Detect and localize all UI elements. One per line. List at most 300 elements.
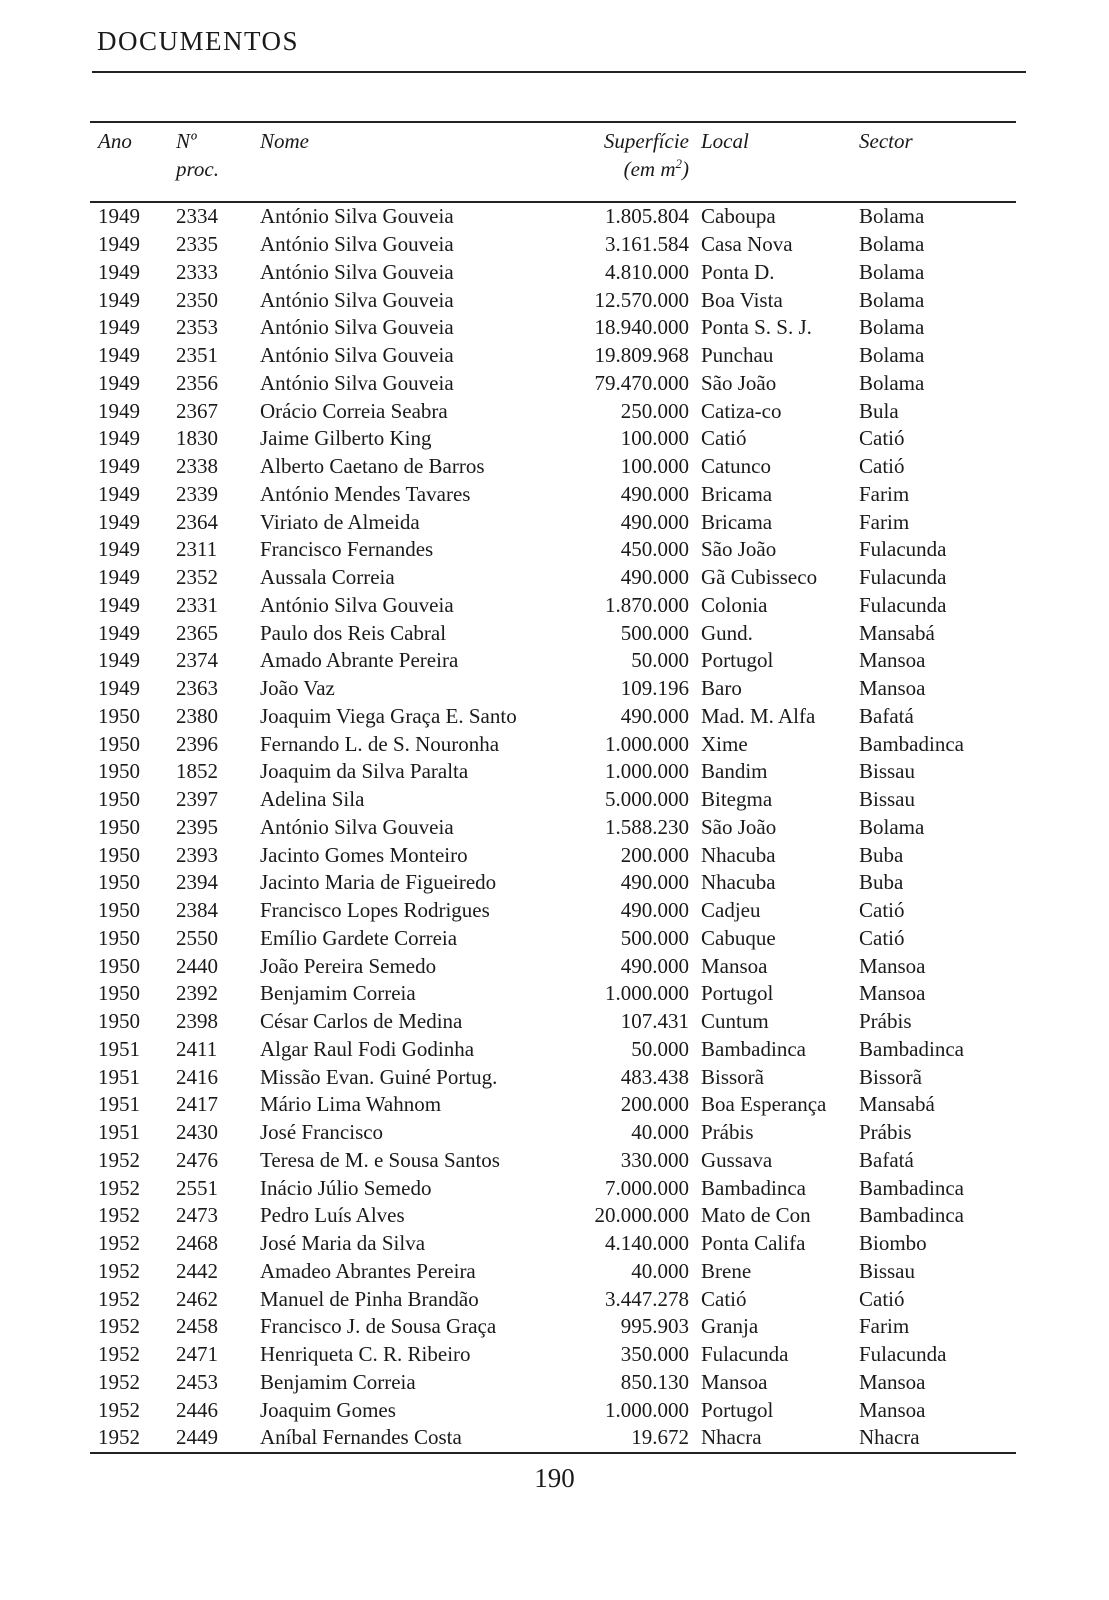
cell-ano: 1949 [98, 232, 140, 257]
cell-sector: Catió [859, 454, 905, 479]
cell-local: Gã Cubisseco [701, 565, 818, 590]
cell-sector: Catió [859, 426, 905, 451]
land-concessions-table-wrapper [90, 121, 1016, 1454]
col-header-local: Local [701, 129, 749, 153]
cell-nome: António Silva Gouveia [260, 343, 454, 368]
cell-local: Catió [701, 426, 747, 451]
cell-ano: 1952 [98, 1175, 140, 1200]
cell-ano: 1949 [98, 315, 140, 340]
table-row [90, 814, 1016, 842]
cell-local: Bissorã [701, 1064, 764, 1089]
cell-sector: Bissau [859, 787, 916, 812]
header-rule [92, 71, 1026, 73]
cell-sector: Mansoa [859, 981, 926, 1006]
cell-proc: 2367 [176, 398, 218, 423]
cell-proc: 2353 [176, 315, 218, 340]
cell-superficie: 500.000 [620, 620, 689, 645]
table-row [90, 1091, 1016, 1119]
cell-ano: 1950 [98, 703, 140, 728]
cell-sector: Fulacunda [859, 592, 947, 617]
cell-local: Catiza-co [701, 398, 782, 423]
table-row [90, 1313, 1016, 1341]
table-row [90, 453, 1016, 481]
table-row [90, 508, 1016, 536]
cell-local: Mansoa [701, 953, 768, 978]
col-header-superficie [576, 122, 701, 202]
cell-ano: 1950 [98, 870, 140, 895]
cell-superficie: 18.940.000 [594, 315, 689, 340]
table-row [90, 841, 1016, 869]
cell-local: Brene [701, 1258, 752, 1283]
cell-ano: 1949 [98, 287, 140, 312]
cell-ano: 1951 [98, 1036, 140, 1061]
cell-sector: Farim [859, 481, 910, 506]
table-row [90, 1424, 1016, 1453]
cell-ano: 1949 [98, 204, 140, 229]
col-header-superficie-exponent: 2 [675, 156, 682, 171]
cell-ano: 1952 [98, 1203, 140, 1228]
cell-local: Ponta D. [701, 259, 775, 284]
cell-nome: Joaquim Viega Graça E. Santo [260, 703, 517, 728]
cell-nome: António Mendes Tavares [260, 481, 471, 506]
cell-local: Nhacra [701, 1425, 762, 1450]
cell-proc: 2462 [176, 1286, 218, 1311]
cell-proc: 2333 [176, 259, 218, 284]
cell-sector: Nhacra [859, 1425, 920, 1450]
cell-local: Granja [701, 1314, 759, 1339]
cell-superficie: 107.431 [620, 1009, 689, 1034]
cell-sector: Bolama [859, 370, 925, 395]
cell-proc: 2476 [176, 1147, 218, 1172]
col-header-superficie-unit: (em m [623, 157, 676, 181]
cell-sector: Bolama [859, 287, 925, 312]
cell-nome: António Silva Gouveia [260, 287, 454, 312]
cell-sector: Bafatá [859, 1147, 914, 1172]
table-row [90, 564, 1016, 592]
cell-proc: 2395 [176, 814, 218, 839]
cell-nome: Viriato de Almeida [260, 509, 420, 534]
table-row [90, 536, 1016, 564]
table-row [90, 1202, 1016, 1230]
cell-nome: Emílio Gardete Correia [260, 925, 458, 950]
cell-nome: António Silva Gouveia [260, 232, 454, 257]
cell-ano: 1952 [98, 1231, 140, 1256]
cell-nome: Missão Evan. Guiné Portug. [260, 1064, 498, 1089]
cell-ano: 1950 [98, 1009, 140, 1034]
cell-nome: António Silva Gouveia [260, 204, 454, 229]
cell-superficie: 250.000 [620, 398, 689, 423]
cell-local: Ponta S. S. J. [701, 315, 812, 340]
cell-sector: Biombo [859, 1231, 927, 1256]
cell-proc: 2449 [176, 1425, 218, 1450]
cell-proc: 2331 [176, 592, 218, 617]
cell-sector: Mansoa [859, 1369, 926, 1394]
cell-local: Mad. M. Alfa [701, 703, 816, 728]
cell-ano: 1949 [98, 343, 140, 368]
cell-superficie: 12.570.000 [594, 287, 689, 312]
col-header-superficie-close: ) [682, 157, 689, 181]
cell-superficie: 1.805.804 [605, 204, 689, 229]
cell-superficie: 50.000 [631, 1036, 689, 1061]
table-row [90, 1230, 1016, 1258]
cell-proc: 2398 [176, 1009, 218, 1034]
cell-proc: 2442 [176, 1258, 218, 1283]
cell-proc: 2380 [176, 703, 218, 728]
cell-ano: 1950 [98, 981, 140, 1006]
cell-ano: 1952 [98, 1147, 140, 1172]
cell-ano: 1952 [98, 1286, 140, 1311]
cell-local: Baro [701, 676, 742, 701]
cell-proc: 2394 [176, 870, 218, 895]
cell-nome: Benjamim Correia [260, 1369, 416, 1394]
cell-superficie: 1.000.000 [605, 981, 689, 1006]
cell-sector: Mansoa [859, 1397, 926, 1422]
cell-local: Boa Vista [701, 287, 783, 312]
cell-proc: 2416 [176, 1064, 218, 1089]
cell-nome: Jacinto Gomes Monteiro [260, 842, 468, 867]
cell-nome: Teresa de M. e Sousa Santos [260, 1147, 500, 1172]
cell-proc: 2411 [176, 1036, 218, 1061]
cell-proc: 2440 [176, 953, 218, 978]
cell-ano: 1949 [98, 481, 140, 506]
cell-local: Bambadinca [701, 1036, 806, 1061]
land-concessions-table [90, 121, 1016, 1454]
cell-proc: 2338 [176, 454, 218, 479]
cell-nome: Jacinto Maria de Figueiredo [260, 870, 497, 895]
cell-ano: 1949 [98, 537, 140, 562]
cell-ano: 1952 [98, 1258, 140, 1283]
cell-proc: 2392 [176, 981, 218, 1006]
table-row [90, 925, 1016, 953]
cell-local: Catió [701, 1286, 747, 1311]
cell-superficie: 500.000 [620, 925, 689, 950]
table-row [90, 1119, 1016, 1147]
cell-sector: Bolama [859, 315, 925, 340]
table-row [90, 869, 1016, 897]
cell-sector: Bissau [859, 1258, 916, 1283]
table-row [90, 202, 1016, 231]
cell-local: Prábis [701, 1120, 754, 1145]
table-row [90, 1258, 1016, 1286]
cell-sector: Prábis [859, 1009, 912, 1034]
cell-superficie: 1.000.000 [605, 1397, 689, 1422]
cell-proc: 2397 [176, 787, 218, 812]
cell-nome: Aussala Correia [260, 565, 395, 590]
table-row [90, 1063, 1016, 1091]
cell-nome: Francisco Lopes Rodrigues [260, 898, 490, 923]
cell-local: Fulacunda [701, 1342, 789, 1367]
cell-local: Catunco [701, 454, 771, 479]
cell-local: Bandim [701, 759, 768, 784]
cell-nome: João Pereira Semedo [260, 953, 437, 978]
col-header-superficie-line1: Superfície [603, 129, 689, 153]
cell-local: Portugol [701, 1397, 774, 1422]
cell-local: Punchau [701, 343, 774, 368]
cell-proc: 2356 [176, 370, 218, 395]
cell-sector: Catió [859, 925, 905, 950]
cell-ano: 1950 [98, 925, 140, 950]
cell-superficie: 4.810.000 [605, 259, 689, 284]
cell-sector: Bolama [859, 814, 925, 839]
table-row [90, 314, 1016, 342]
cell-local: Bricama [701, 509, 773, 534]
cell-ano: 1950 [98, 898, 140, 923]
cell-sector: Fulacunda [859, 1342, 947, 1367]
cell-ano: 1950 [98, 759, 140, 784]
cell-proc: 2396 [176, 731, 218, 756]
table-row [90, 675, 1016, 703]
cell-superficie: 1.000.000 [605, 731, 689, 756]
cell-superficie: 483.438 [620, 1064, 689, 1089]
cell-ano: 1949 [98, 592, 140, 617]
cell-proc: 2365 [176, 620, 218, 645]
cell-local: Caboupa [701, 204, 776, 229]
cell-superficie: 100.000 [620, 426, 689, 451]
cell-nome: Amado Abrante Pereira [260, 648, 459, 673]
table-row [90, 1341, 1016, 1369]
cell-proc: 2311 [176, 537, 218, 562]
cell-sector: Bissau [859, 759, 916, 784]
cell-sector: Bolama [859, 259, 925, 284]
table-row [90, 592, 1016, 620]
table-row [90, 259, 1016, 287]
cell-superficie: 5.000.000 [605, 787, 689, 812]
cell-superficie: 19.672 [631, 1425, 689, 1450]
table-row [90, 952, 1016, 980]
cell-nome: António Silva Gouveia [260, 259, 454, 284]
cell-nome: João Vaz [260, 676, 335, 701]
table-row [90, 481, 1016, 509]
cell-proc: 2453 [176, 1369, 218, 1394]
col-header-ano: Ano [98, 129, 132, 153]
cell-ano: 1949 [98, 426, 140, 451]
cell-proc: 1830 [176, 426, 218, 451]
cell-sector: Bolama [859, 232, 925, 257]
cell-proc: 2458 [176, 1314, 218, 1339]
cell-ano: 1949 [98, 565, 140, 590]
cell-proc: 2363 [176, 676, 218, 701]
cell-nome: António Silva Gouveia [260, 814, 454, 839]
cell-nome: Inácio Júlio Semedo [260, 1175, 432, 1200]
cell-proc: 2374 [176, 648, 218, 673]
cell-sector: Bafatá [859, 703, 914, 728]
cell-superficie: 7.000.000 [605, 1175, 689, 1200]
cell-sector: Bissorã [859, 1064, 922, 1089]
cell-proc: 2352 [176, 565, 218, 590]
cell-nome: Henriqueta C. R. Ribeiro [260, 1342, 471, 1367]
cell-nome: Algar Raul Fodi Godinha [260, 1036, 475, 1061]
cell-proc: 2446 [176, 1397, 218, 1422]
cell-ano: 1951 [98, 1120, 140, 1145]
cell-nome: Manuel de Pinha Brandão [260, 1286, 479, 1311]
cell-sector: Bula [859, 398, 899, 423]
cell-superficie: 450.000 [620, 537, 689, 562]
cell-nome: Benjamim Correia [260, 981, 416, 1006]
cell-local: Portugol [701, 648, 774, 673]
cell-superficie: 50.000 [631, 648, 689, 673]
cell-local: Cadjeu [701, 898, 761, 923]
cell-local: São João [701, 814, 777, 839]
table-row [90, 1396, 1016, 1424]
cell-proc: 2417 [176, 1092, 218, 1117]
cell-superficie: 1.588.230 [605, 814, 689, 839]
cell-superficie: 109.196 [620, 676, 689, 701]
cell-superficie: 40.000 [631, 1120, 689, 1145]
cell-proc: 2334 [176, 204, 218, 229]
table-row [90, 647, 1016, 675]
cell-nome: Orácio Correia Seabra [260, 398, 448, 423]
cell-ano: 1950 [98, 731, 140, 756]
cell-superficie: 79.470.000 [594, 370, 689, 395]
cell-superficie: 200.000 [620, 1092, 689, 1117]
page-number: 190 [534, 1463, 575, 1493]
cell-superficie: 490.000 [620, 481, 689, 506]
cell-proc: 2471 [176, 1342, 218, 1367]
cell-superficie: 330.000 [620, 1147, 689, 1172]
cell-ano: 1949 [98, 648, 140, 673]
cell-superficie: 490.000 [620, 898, 689, 923]
col-header-proc-line1: Nº [176, 129, 197, 153]
cell-nome: António Silva Gouveia [260, 370, 454, 395]
cell-nome: Amadeo Abrantes Pereira [260, 1258, 476, 1283]
table-row [90, 425, 1016, 453]
cell-nome: Fernando L. de S. Nouronha [260, 731, 500, 756]
cell-ano: 1949 [98, 454, 140, 479]
cell-ano: 1949 [98, 620, 140, 645]
cell-ano: 1950 [98, 953, 140, 978]
table-row [90, 1147, 1016, 1175]
table-row [90, 397, 1016, 425]
cell-ano: 1950 [98, 842, 140, 867]
cell-superficie: 1.000.000 [605, 759, 689, 784]
cell-ano: 1950 [98, 787, 140, 812]
cell-ano: 1949 [98, 259, 140, 284]
col-header-superficie-line2 [576, 155, 689, 183]
cell-local: Casa Nova [701, 232, 793, 257]
cell-local: Mansoa [701, 1369, 768, 1394]
cell-nome: Joaquim Gomes [260, 1397, 396, 1422]
cell-superficie: 200.000 [620, 842, 689, 867]
cell-sector: Mansoa [859, 648, 926, 673]
cell-superficie: 4.140.000 [605, 1231, 689, 1256]
running-head: DOCUMENTOS [97, 26, 300, 56]
cell-superficie: 3.447.278 [605, 1286, 689, 1311]
col-header-proc-line2: proc. [176, 157, 219, 181]
cell-sector: Bambadinca [859, 731, 964, 756]
cell-sector: Fulacunda [859, 537, 947, 562]
cell-superficie: 490.000 [620, 703, 689, 728]
cell-proc: 2384 [176, 898, 218, 923]
cell-superficie: 490.000 [620, 953, 689, 978]
cell-sector: Mansabá [859, 1092, 935, 1117]
cell-sector: Farim [859, 1314, 910, 1339]
cell-nome: Francisco J. de Sousa Graça [260, 1314, 497, 1339]
cell-superficie: 20.000.000 [594, 1203, 689, 1228]
table-row [90, 342, 1016, 370]
table-row [90, 1174, 1016, 1202]
cell-proc: 2350 [176, 287, 218, 312]
cell-local: São João [701, 537, 777, 562]
cell-proc: 2351 [176, 343, 218, 368]
cell-proc: 2551 [176, 1175, 218, 1200]
cell-nome: Adelina Sila [260, 787, 365, 812]
col-header-nome: Nome [260, 129, 309, 153]
cell-local: Cuntum [701, 1009, 769, 1034]
cell-local: Cabuque [701, 925, 776, 950]
table-header-row [90, 122, 1016, 202]
cell-sector: Mansabá [859, 620, 935, 645]
cell-nome: Alberto Caetano de Barros [260, 454, 485, 479]
cell-nome: Aníbal Fernandes Costa [260, 1425, 462, 1450]
cell-local: Boa Esperança [701, 1092, 827, 1117]
cell-ano: 1949 [98, 398, 140, 423]
cell-superficie: 40.000 [631, 1258, 689, 1283]
cell-sector: Bolama [859, 343, 925, 368]
cell-proc: 2468 [176, 1231, 218, 1256]
cell-ano: 1952 [98, 1397, 140, 1422]
cell-nome: Pedro Luís Alves [260, 1203, 405, 1228]
cell-nome: José Francisco [260, 1120, 384, 1145]
cell-sector: Mansoa [859, 676, 926, 701]
cell-local: Gund. [701, 620, 753, 645]
cell-superficie: 19.809.968 [594, 343, 689, 368]
table-row [90, 1036, 1016, 1064]
cell-ano: 1951 [98, 1064, 140, 1089]
cell-proc: 1852 [176, 759, 218, 784]
cell-proc: 2364 [176, 509, 218, 534]
cell-proc: 2393 [176, 842, 218, 867]
col-header-sector: Sector [859, 129, 913, 153]
cell-superficie: 3.161.584 [605, 232, 689, 257]
cell-local: Portugol [701, 981, 774, 1006]
cell-sector: Buba [859, 842, 904, 867]
cell-ano: 1951 [98, 1092, 140, 1117]
cell-nome: Mário Lima Wahnom [260, 1092, 442, 1117]
cell-local: Mato de Con [701, 1203, 811, 1228]
table-row [90, 786, 1016, 814]
cell-ano: 1950 [98, 814, 140, 839]
cell-nome: António Silva Gouveia [260, 592, 454, 617]
cell-proc: 2473 [176, 1203, 218, 1228]
cell-sector: Bolama [859, 204, 925, 229]
table-row [90, 619, 1016, 647]
cell-sector: Mansoa [859, 953, 926, 978]
cell-local: Nhacuba [701, 842, 776, 867]
cell-superficie: 995.903 [620, 1314, 689, 1339]
cell-superficie: 490.000 [620, 565, 689, 590]
table-row [90, 703, 1016, 731]
table-row [90, 1369, 1016, 1397]
cell-ano: 1949 [98, 370, 140, 395]
table-row [90, 1285, 1016, 1313]
cell-sector: Bambadinca [859, 1036, 964, 1061]
cell-local: Colonia [701, 592, 768, 617]
cell-nome: António Silva Gouveia [260, 315, 454, 340]
table-row [90, 758, 1016, 786]
cell-sector: Catió [859, 898, 905, 923]
cell-proc: 2430 [176, 1120, 218, 1145]
cell-nome: Paulo dos Reis Cabral [260, 620, 447, 645]
cell-ano: 1952 [98, 1342, 140, 1367]
cell-superficie: 850.130 [620, 1369, 689, 1394]
cell-nome: Joaquim da Silva Paralta [260, 759, 469, 784]
cell-sector: Bambadinca [859, 1203, 964, 1228]
cell-local: Bricama [701, 481, 773, 506]
table-row [90, 231, 1016, 259]
cell-superficie: 350.000 [620, 1342, 689, 1367]
cell-proc: 2550 [176, 925, 218, 950]
cell-nome: César Carlos de Medina [260, 1009, 463, 1034]
